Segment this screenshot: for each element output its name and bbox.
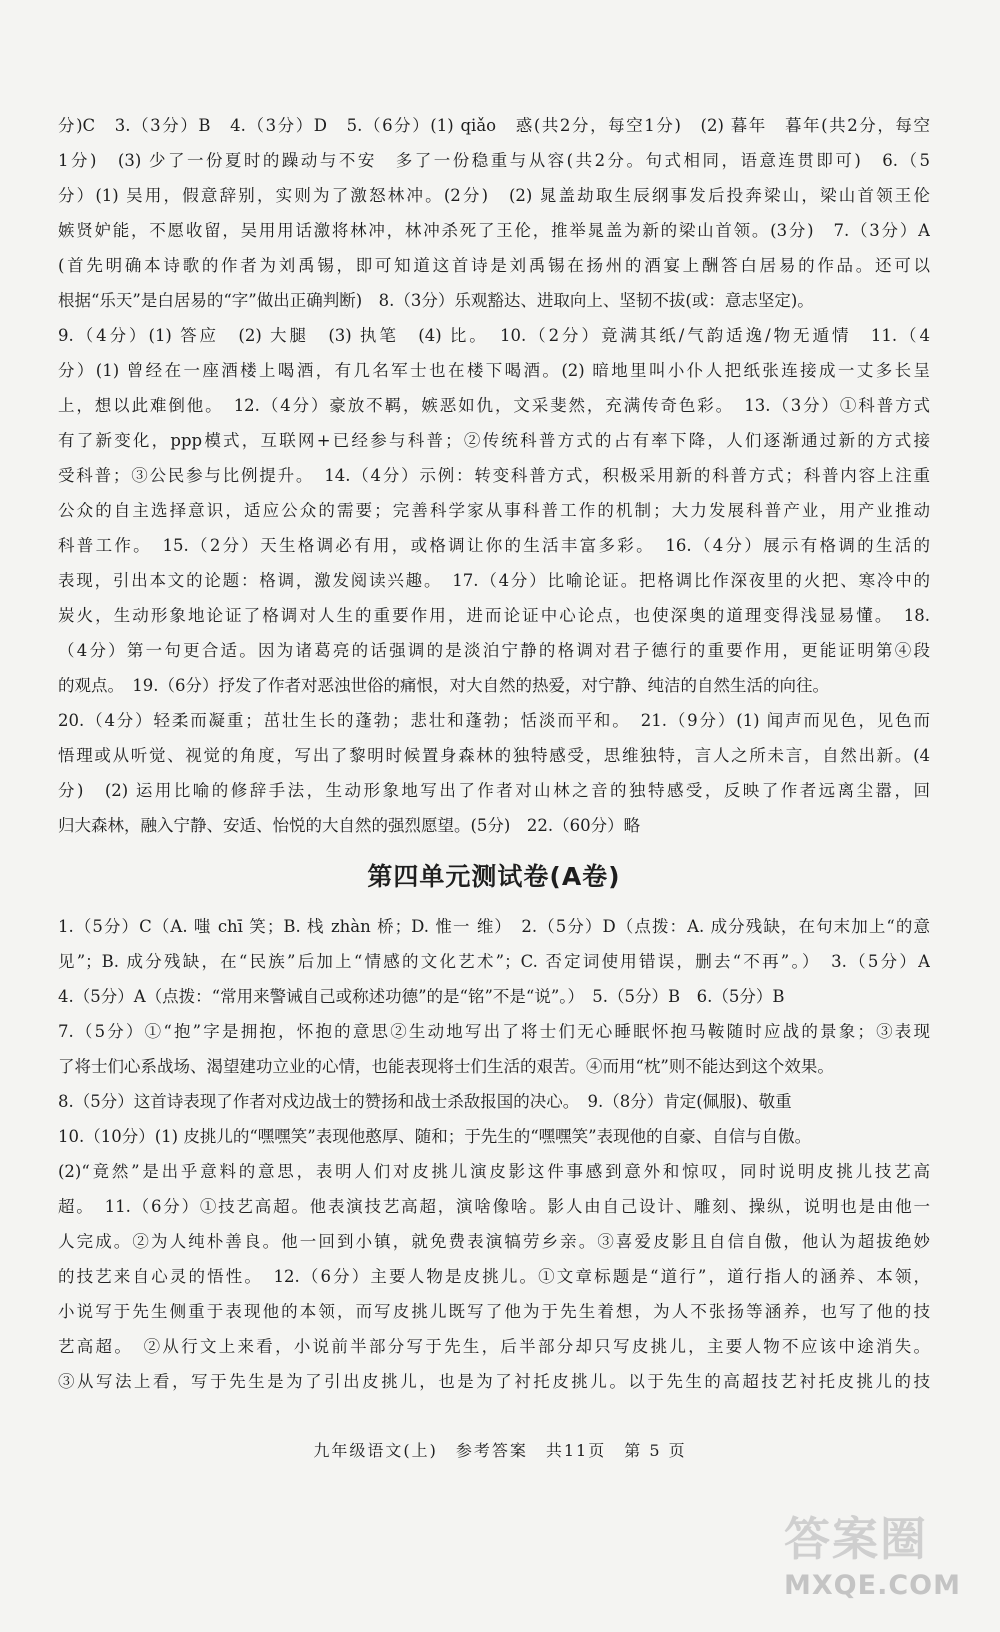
answer-line: 悟理或从听觉、视觉的角度，写出了黎明时候置身森林的独特感受，思维独特，言人之所未言，自然出新。(4 (58, 746, 930, 765)
answer-line: 炭火，生动形象地论证了格调对人生的重要作用，进而论证中心论点，也使深奥的道理变得浅显易懂。 18. (58, 606, 930, 625)
answer-line: 分) (2) 运用比喻的修辞手法，生动形象地写出了作者对山林之音的独特感受，反映了作者远离尘嚣，回 (58, 781, 930, 800)
answer-line: 有了新变化，ppp模式，互联网+已经参与科普；②传统科普方式的占有率下降，人们逐渐通过新的方式接 (58, 431, 930, 450)
answer-line: 表现，引出本文的论题：格调，激发阅读兴趣。 17.（4分）比喻论证。把格调比作深夜里的火把、寒冷中的 (58, 571, 930, 590)
section-two-answers (58, 909, 930, 1399)
answer-line: 10.（10分）(1) 皮挑儿的“嘿嘿笑”表现他憨厚、随和；于先生的“嘿嘿笑”表现他的自豪、自信与自傲。 (58, 1127, 812, 1146)
answer-line: 1分) (3) 少了一份夏时的躁动与不安 多了一份稳重与从容(共2分。句式相同，语意连贯即可) 6.（5 (58, 151, 930, 170)
answer-line: 4.（5分）A（点拨：“常用来警诫自己或称述功德”的是“铭”不是“说”。） 5.（5分）B 6.（5分）B (58, 987, 785, 1006)
answer-line: 8.（5分）这首诗表现了作者对戍边战士的赞扬和战士杀敌报国的决心。 9.（8分）肯定(佩服)、敬重 (58, 1092, 792, 1111)
answer-line: 科普工作。 15.（2分）天生格调必有用，或格调让你的生活丰富多彩。 16.（4分）展示有格调的生活的 (58, 536, 930, 555)
answer-line: 20.（4分）轻柔而凝重；茁壮生长的蓬勃；悲壮和蓬勃；恬淡而平和。 21.（9分）(1) 闻声而见色，见色而 (58, 711, 930, 730)
answer-line: （4分）第一句更合适。因为诸葛亮的话强调的是淡泊宁静的格调对君子德行的重要作用，更能证明第④段 (58, 641, 930, 660)
answer-line: 分）(1) 曾经在一座酒楼上喝酒，有几名军士也在楼下喝酒。(2) 暗地里叫小仆人把纸张连接成一丈多长呈 (58, 361, 930, 380)
answer-line: 分）(1) 吴用，假意辞别，实则为了激怒林冲。(2分) (2) 晁盖劫取生辰纲事发后投奔梁山，梁山首领王伦 (58, 186, 930, 205)
answer-line: 上，想以此难倒他。 12.（4分）豪放不羁，嫉恶如仇，文采斐然，充满传奇色彩。 13.（3分）①科普方式 (58, 396, 930, 415)
section-one-answers (58, 108, 930, 843)
answer-line: 超。 11.（6分）①技艺高超。他表演技艺高超，演啥像啥。影人由自己设计、雕刻、操纵，说明也是由他一 (58, 1197, 930, 1216)
page-footer: 九年级语文(上) 参考答案 共11页 第 5 页 (313, 1441, 687, 1460)
answer-line: 了将士们心系战场、渴望建功立业的心情，也能表现将士们生活的艰苦。④而用“枕”则不能达到这个效果。 (58, 1057, 834, 1076)
answer-line: 受科普；③公民参与比例提升。 14.（4分）示例：转变科普方式，积极采用新的科普方式；科普内容上注重 (58, 466, 930, 485)
watermark-logo: 答案圈 (784, 1512, 928, 1566)
answer-line: 分)C 3.（3分）B 4.（3分）D 5.（6分）(1) qiǎo 惑(共2分，每空1分) (2) 暮年 暮年(共2分，每空 (58, 116, 930, 135)
answer-line: 嫉贤妒能，不愿收留，吴用用话激将林冲，林冲杀死了王伦，推举晁盖为新的梁山首领。(3分) 7.（3分）A (58, 221, 930, 240)
answer-line: 归大森林，融入宁静、安适、怡悦的大自然的强烈愿望。(5分) 22.（60分）略 (58, 816, 641, 835)
answer-line: (首先明确本诗歌的作者为刘禹锡，即可知道这首诗是刘禹锡在扬州的酒宴上酬答白居易的作品。还可以 (58, 256, 930, 275)
answer-page (58, 108, 930, 1399)
section-title: 第四单元测试卷(A卷) (367, 862, 621, 891)
answer-line: 的技艺来自心灵的悟性。 12.（6分）主要人物是皮挑儿。①文章标题是“道行”，道行指人的涵养、本领， (58, 1267, 930, 1286)
answer-line: 1.（5分）C（A. 嗤 chī 笑；B. 栈 zhàn 桥；D. 惟一 维） 2.（5分）D（点拨：A. 成分残缺，在句末加上“的意 (58, 917, 930, 936)
answer-line: 9.（4分）(1) 答应 (2) 大腿 (3) 执笔 (4) 比。 10.（2分）竟满其纸/气韵适逸/物无遁情 11.（4 (58, 326, 930, 345)
watermark-url: MXQE.COM (784, 1570, 961, 1601)
answer-line: 人完成。②为人纯朴善良。他一回到小镇，就免费表演犒劳乡亲。③喜爱皮影且自信自傲，他认为超拔绝妙 (58, 1232, 930, 1251)
answer-line: 的观点。 19.（6分）抒发了作者对恶浊世俗的痛恨，对大自然的热爱，对宁静、纯洁的自然生活的向往。 (58, 676, 829, 695)
answer-line: 艺高超。 ②从行文上来看，小说前半部分写于先生，后半部分却只写皮挑儿，主要人物不应该中途消失。 (58, 1337, 930, 1356)
answer-line: ③从写法上看，写于先生是为了引出皮挑儿，也是为了衬托皮挑儿。以于先生的高超技艺衬托皮挑儿的技 (58, 1372, 930, 1391)
answer-line: 小说写于先生侧重于表现他的本领，而写皮挑儿既写了他为于先生着想，为人不张扬等涵养，也写了他的技 (58, 1302, 930, 1321)
answer-line: 7.（5分）①“抱”字是拥抱，怀抱的意思②生动地写出了将士们无心睡眠怀抱马鞍随时应战的景象；③表现 (58, 1022, 930, 1041)
answer-line: 根据“乐天”是白居易的“字”做出正确判断) 8.（3分）乐观豁达、进取向上、坚韧不拔(或：意志坚定)。 (58, 291, 814, 310)
answer-line: 公众的自主选择意识，适应公众的需要；完善科学家从事科普工作的机制；大力发展科普产业，用产业推动 (58, 501, 930, 520)
answer-line: 见”；B. 成分残缺，在“民族”后加上“情感的文化艺术”；C. 否定词使用错误，删去“不再”。） 3.（5分）A (58, 952, 930, 971)
watermark (784, 1508, 974, 1618)
answer-line: (2)“竟然”是出乎意料的意思，表明人们对皮挑儿演皮影这件事感到意外和惊叹，同时说明皮挑儿技艺高 (58, 1162, 930, 1181)
